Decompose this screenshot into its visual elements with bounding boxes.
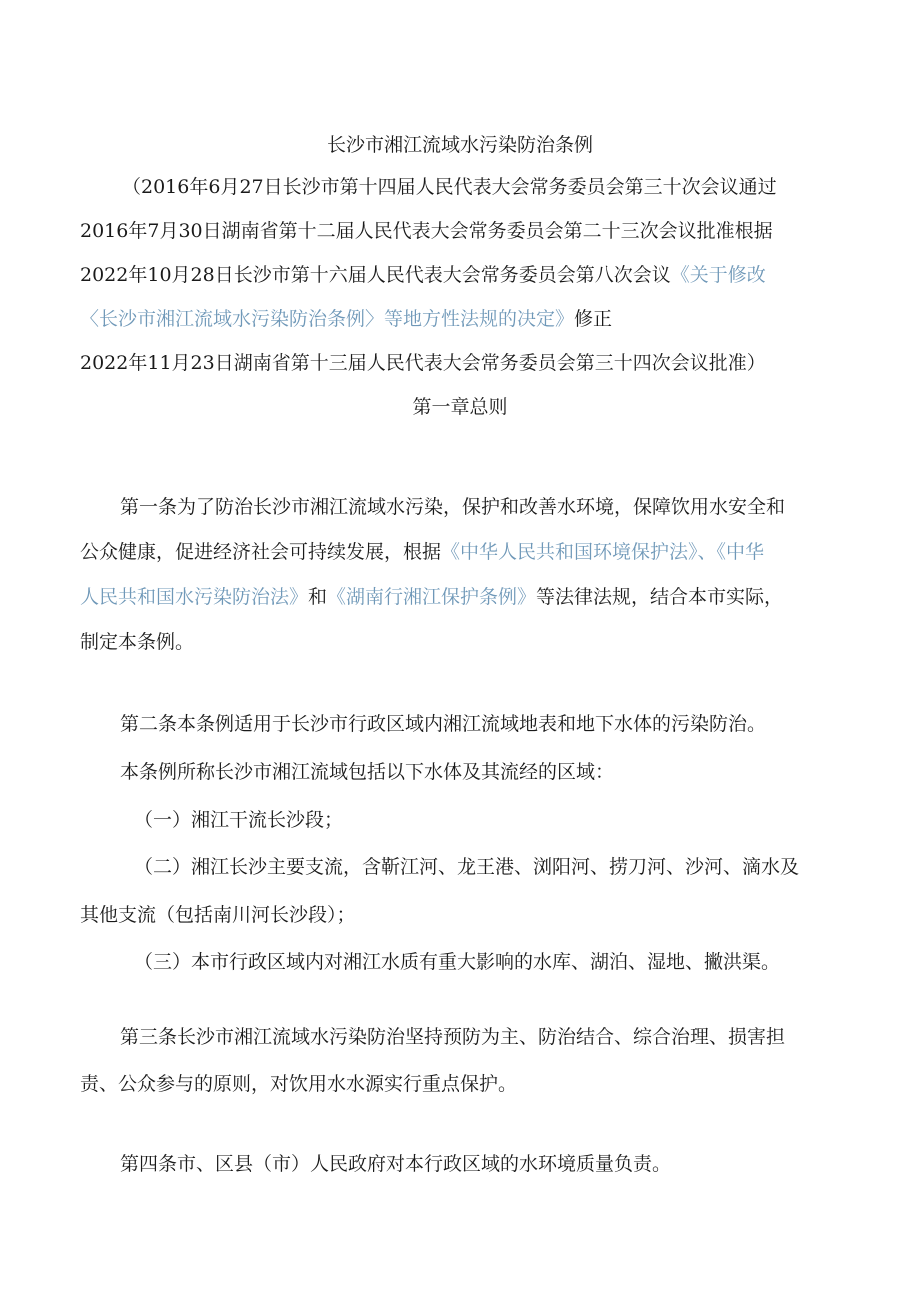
article-2-item-2-line-1: （二）湘江长沙主要支流，含靳江河、龙王港、浏阳河、捞刀河、沙河、滴水及 (134, 856, 800, 878)
article-1-line-2 (80, 540, 764, 564)
history-line-3 (80, 263, 766, 287)
article-1-line-3 (80, 585, 783, 609)
article-3-line-2: 责、公众参与的原则，对饮用水水源实行重点保护。 (80, 1073, 518, 1095)
water-pollution-law-link-cont[interactable]: 人民共和国水污染防治法》 (80, 586, 309, 608)
conjunction-and: 和 (308, 586, 328, 608)
document-title: 长沙市湘江流域水污染防治条例 (326, 134, 593, 156)
history-line-5: 2022年11月23日湖南省第十三届人民代表大会常务委员会第三十四次会议批准） (80, 352, 766, 374)
article-1-line-2-text: 公众健康，促进经济社会可持续发展，根据 (80, 541, 442, 563)
article-4-line-1: 第四条市、区县（市）人民政府对本行政区域的水环境质量负责。 (120, 1153, 672, 1175)
article-2-line-1: 第二条本条例适用于长沙市行政区域内湘江流域地表和地下水体的污染防治。 (120, 713, 767, 735)
article-2-item-1: （一）湘江干流长沙段； (134, 809, 344, 831)
article-1-line-1: 第一条为了防治长沙市湘江流域水污染，保护和改善水环境，保障饮用水安全和 (120, 496, 786, 518)
article-2-item-2-line-2: 其他支流（包括南川河长沙段）； (80, 904, 356, 926)
amendment-decision-link[interactable]: 《关于修改 (670, 264, 766, 286)
separator: 、 (697, 541, 717, 563)
article-2-item-3: （三）本市行政区域内对湘江水质有重大影响的水库、湖泊、湿地、撇洪渠。 (134, 951, 781, 973)
article-3-line-1: 第三条长沙市湘江流域水污染防治坚持预防为主、防治结合、综合治理、损害担 (120, 1026, 786, 1048)
article-1-line-3-text: 等法律法规，结合本市实际， (536, 586, 784, 608)
article-2-line-2: 本条例所称长沙市湘江流域包括以下水体及其流经的区域： (120, 761, 615, 783)
history-line-3-text: 2022年10月28日长沙市第十六届人民代表大会常务委员会第八次会议 (80, 264, 671, 286)
history-line-4-text: 修正 (574, 308, 613, 330)
chapter-title: 第一章总则 (412, 396, 508, 418)
amendment-decision-link-cont[interactable]: 〈长沙市湘江流域水污染防治条例〉等地方性法规的决定》 (80, 308, 575, 330)
history-line-2: 2016年7月30日湖南省第十二届人民代表大会常务委员会第二十三次会议批准根据 (80, 220, 773, 242)
environmental-protection-law-link[interactable]: 《中华人民共和国环境保护法》 (441, 541, 698, 563)
history-line-1: （2016年6月27日长沙市第十四届人民代表大会常务委员会第三十次会议通过 (122, 176, 777, 198)
water-pollution-law-link[interactable]: 《中华 (716, 541, 765, 563)
history-line-4 (80, 307, 612, 331)
xiangjiang-protection-regulation-link[interactable]: 《湖南行湘江保护条例》 (327, 586, 537, 608)
article-1-line-4: 制定本条例。 (80, 631, 195, 653)
